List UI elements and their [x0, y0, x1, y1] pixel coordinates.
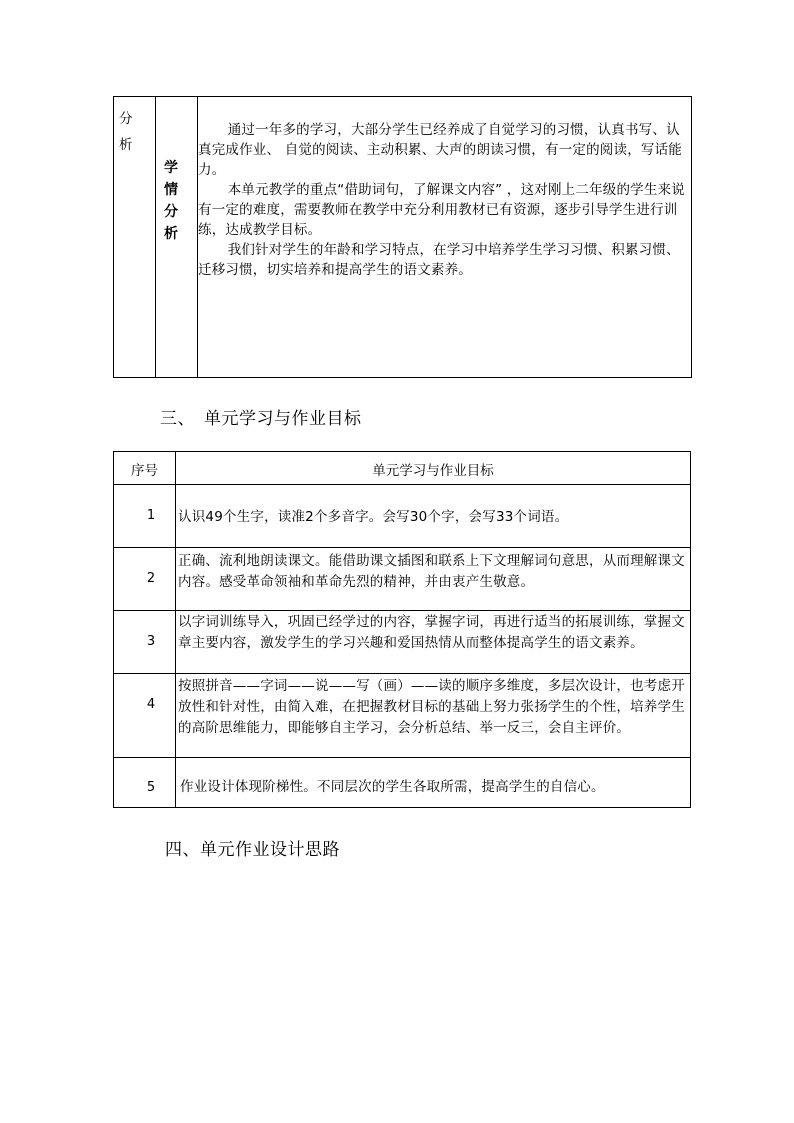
goal-text-5: 作业设计体现阶梯性。不同层次的学生各取所需，提高学生的自信心。: [180, 779, 605, 795]
goal-text-1: 认识49个生字，读准2个多音字。会写30个字，会写33个词语。: [178, 509, 569, 525]
goal-text-2: 正确、流利地朗读课文。能借助课文插图和联系上下文理解词句意思，从而理解课文内容。感受革命领袖和革命先烈的精神，并由衷产生敬意。: [178, 553, 685, 590]
goal-number-3: 3: [146, 634, 156, 649]
section-4-heading: 四、单元作业设计思路: [165, 840, 340, 860]
goals-header-goal: 单元学习与作业目标: [372, 463, 494, 479]
analysis-outer-label: 分析: [119, 111, 133, 153]
analysis-paragraph-2: 本单元教学的重点“借助词句，了解课文内容” ，这对刚上二年级的学生来说有一定的难度，需要教师在教学中充分利用教材已有资源，逐步引导学生进行训练，达成教学目标。: [198, 182, 685, 238]
goal-number-4: 4: [146, 697, 156, 712]
goal-number-2: 2: [146, 571, 156, 586]
analysis-content: [198, 120, 686, 280]
goal-text-3: 以字词训练导入，巩固已经学过的内容，掌握字词，再进行适当的拓展训练，掌握文章主要内容，激发学生的学习兴趣和爱国热情从而整体提高学生的语文素养。: [178, 614, 685, 651]
analysis-paragraph-1: 通过一年多的学习，大部分学生已经养成了自觉学习的习惯，认真书写、认真完成作业、 自觉的阅读、主动积累、大声的朗读习惯，有一定的阅读，写话能力。: [198, 122, 682, 178]
goal-number-5: 5: [146, 780, 156, 795]
goal-text-4: 按照拼音——字词——说——写（画）——读的顺序多维度，多层次设计，也考虑开放性和针对性，由简入难，在把握教材目标的基础上努力张扬学生的个性，培养学生的高阶思维能力，即能够自主学习，会分析总结、举一反三，会自主评价。: [178, 678, 685, 736]
goals-header-number: 序号: [131, 463, 158, 479]
analysis-inner-label: 学情分析: [164, 160, 178, 242]
section-3-heading: 三、 单元学习与作业目标: [160, 409, 362, 429]
analysis-paragraph-3: 我们针对学生的年龄和学习特点，在学习中培养学生学习习惯、积累习惯、迁移习惯，切实培养和提高学生的语文素养。: [198, 242, 680, 278]
goal-number-1: 1: [146, 508, 156, 523]
